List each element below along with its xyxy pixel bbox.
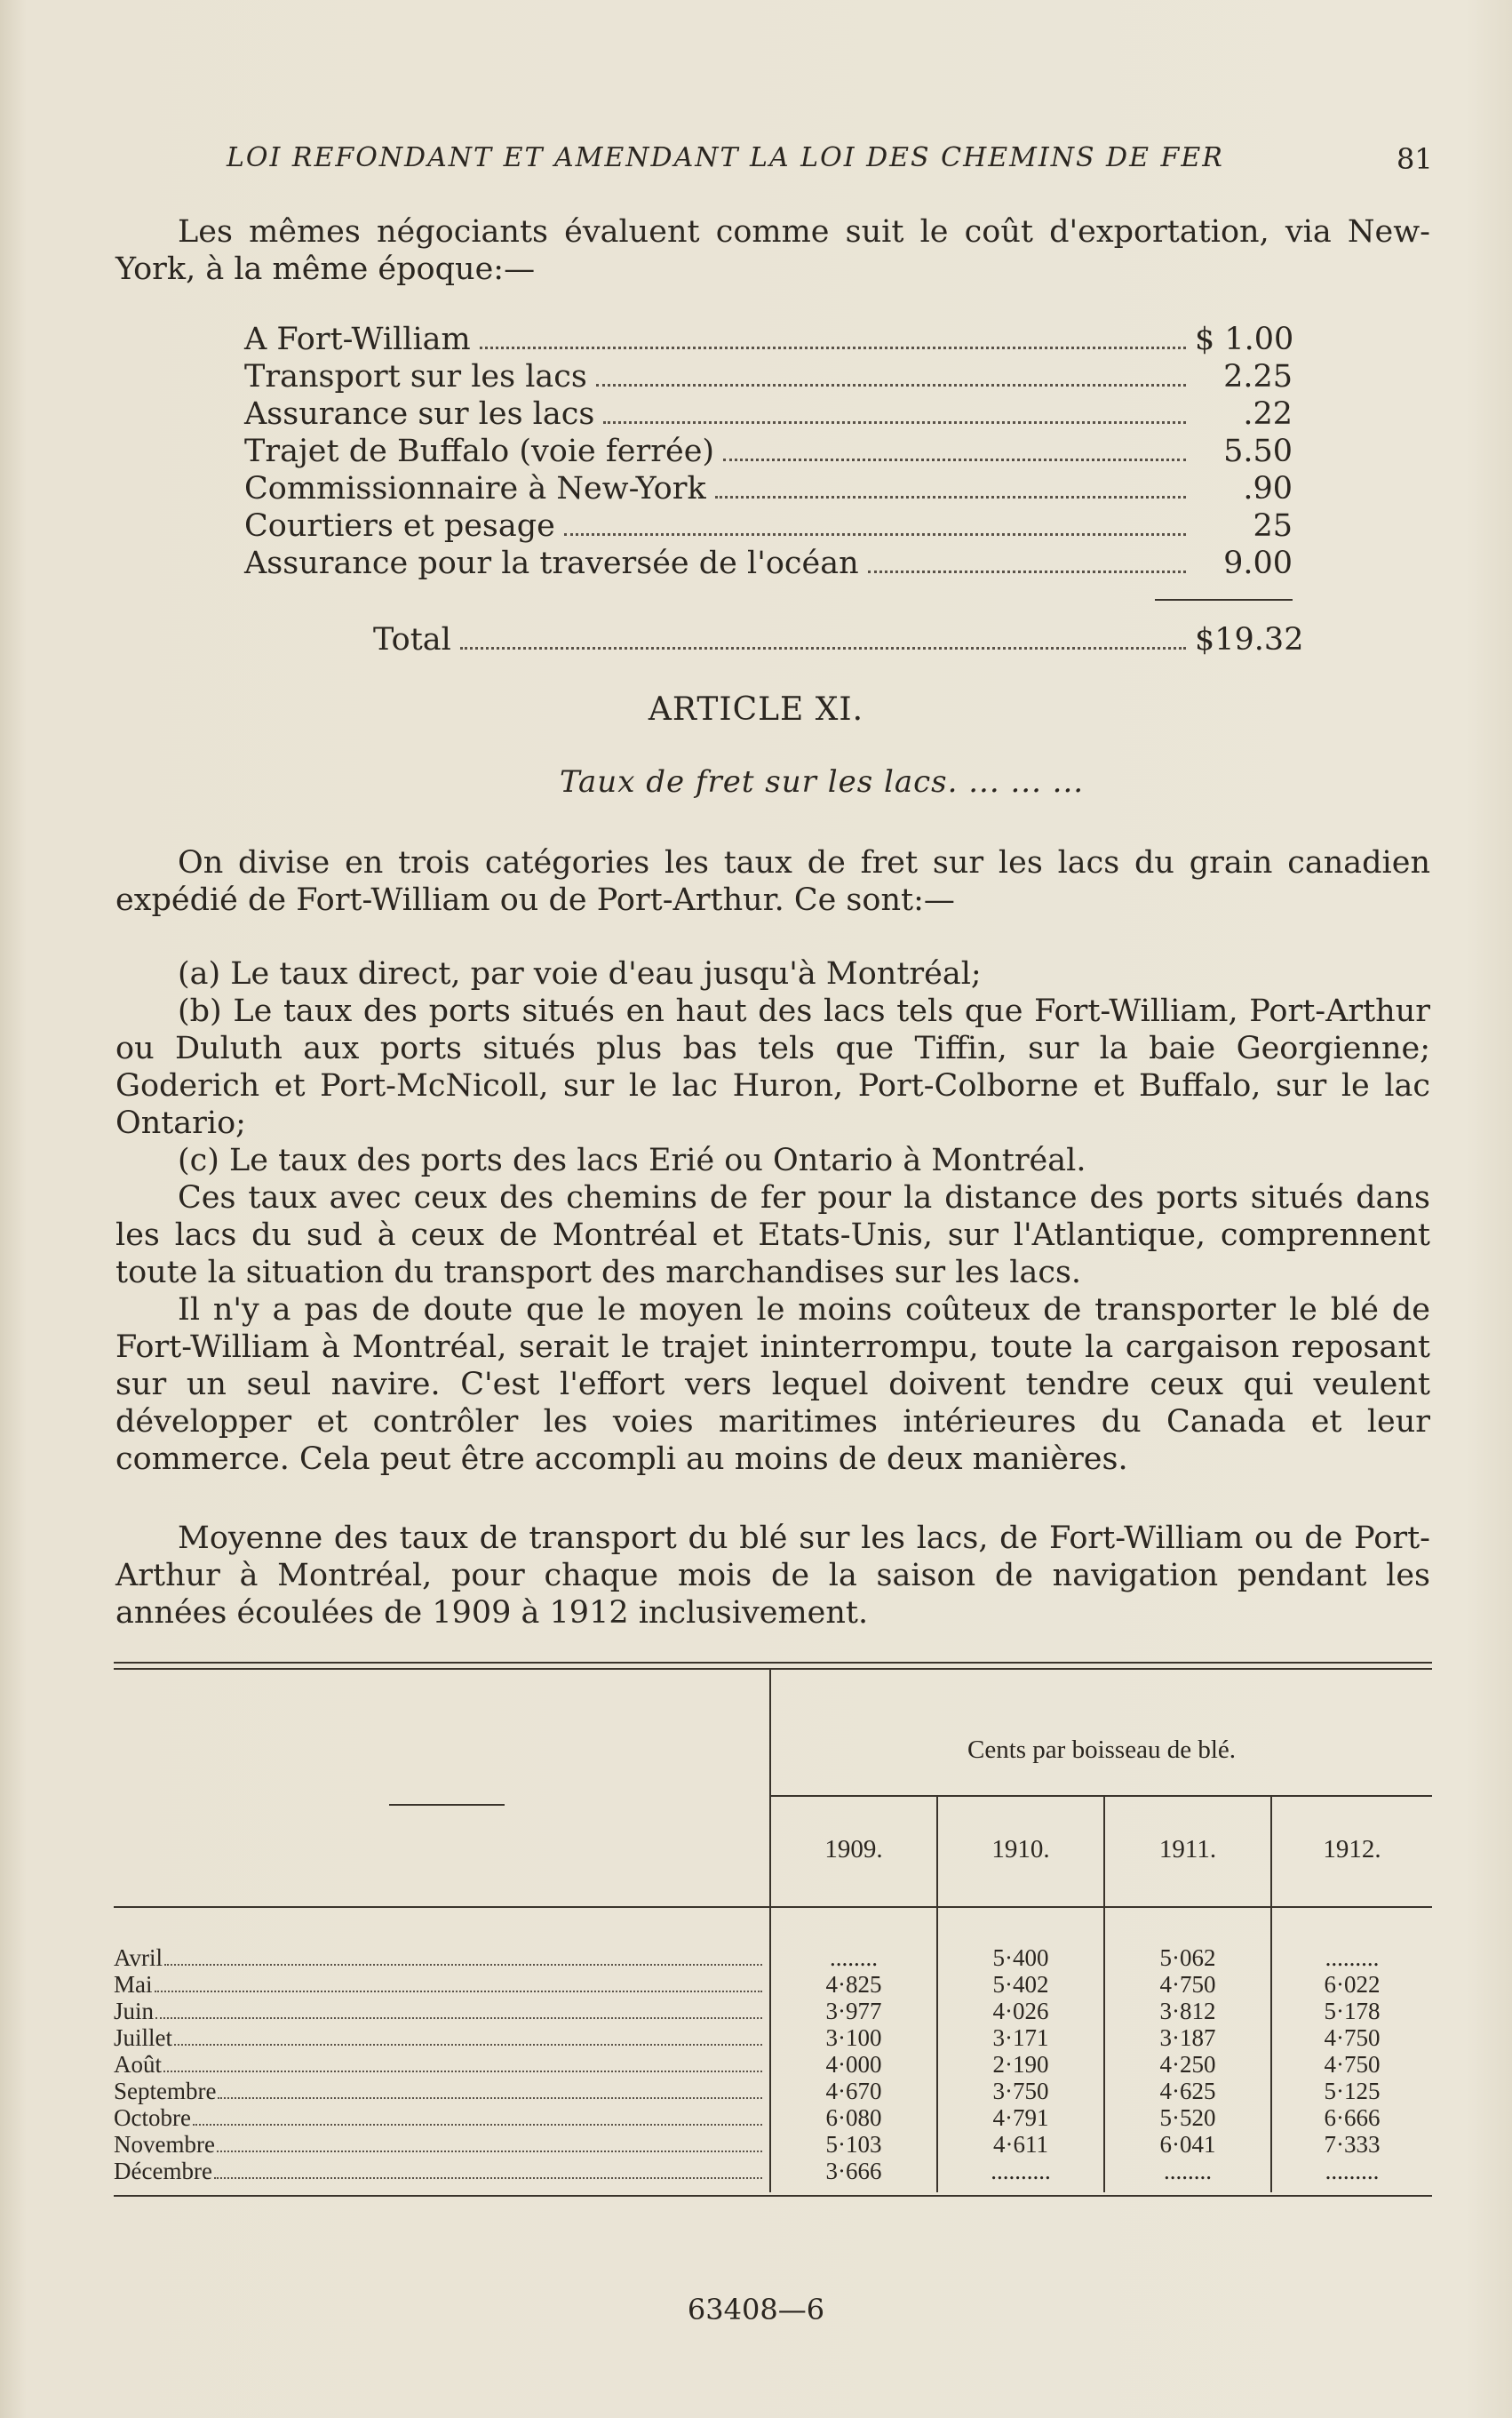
rate-cell: 6·080: [825, 2104, 882, 2131]
rate-cell: 5·178: [1324, 1998, 1381, 2024]
rate-cell: 3·812: [1159, 1998, 1216, 2024]
rate-cell: 4·625: [1159, 2078, 1216, 2104]
rate-cell: 3·666: [825, 2158, 882, 2184]
rates-table: [114, 1662, 1432, 2222]
rate-cell: 3·100: [825, 2024, 882, 2051]
leader-dots: [163, 2071, 762, 2072]
paragraph-moyenne: Moyenne des taux de transport du blé sur les lacs, de Fort-William ou de Port-Arthur à Montréal, pour chaque mois de la saison de navigation pendant les années écoulées de 1909 à 1912 inclusivement.: [115, 1520, 1430, 1631]
rate-cell: 5·520: [1159, 2104, 1216, 2131]
month-cell: [114, 2158, 771, 2184]
rate-cell: 6·022: [1324, 1971, 1381, 1998]
group-header-rule: [771, 1795, 1432, 1797]
rate-cell: 3·977: [825, 1998, 882, 2024]
month-cell: [114, 2051, 771, 2078]
table-row: [114, 2051, 1432, 2078]
month-cell: [114, 1944, 771, 1971]
table-row: [114, 2024, 1432, 2051]
group-header: Cents par boisseau de blé.: [967, 1736, 1236, 1764]
rate-cell: 2·190: [992, 2051, 1049, 2078]
cost-value: 2.25: [1223, 359, 1293, 395]
cost-label: A Fort-William: [244, 322, 471, 357]
rate-cell: 4·750: [1159, 1971, 1216, 1998]
table-row: [114, 1998, 1432, 2024]
paragraph-categories: On divise en trois catégories les taux de fret sur les lacs du grain canadien expédié de Fort-William ou de Port-Arthur. Ce sont:—: [115, 845, 1430, 918]
rate-cell: 3·171: [992, 2024, 1049, 2051]
month-label: Août: [114, 2051, 162, 2078]
table-bottom-rule: [114, 2195, 1432, 2197]
cost-label: Assurance sur les lacs: [244, 396, 595, 432]
rate-cell: 4·026: [992, 1998, 1049, 2024]
paragraph-il-ny-a: Il n'y a pas de doute que le moyen le moins coûteux de transporter le blé de Fort-William à Montréal, serait le trajet ininterrompu, toute la cargaison reposant sur un seul navire. C'est l'effort vers lequel doivent tendre ceux qui veulent développer et contrôler les voies maritimes intérieures du Canada et leur commerce. Cela peut être accompli au moins de deux manières.: [115, 1292, 1430, 1477]
rate-cell: 4·000: [825, 2051, 882, 2078]
cost-label: Commissionnaire à New-York: [244, 471, 706, 507]
leader-dots: [155, 1991, 763, 1992]
month-label: Mai: [114, 1971, 153, 1998]
month-cell: [114, 2078, 771, 2104]
total-rule: [1155, 599, 1293, 601]
rate-cell: 5·062: [1159, 1944, 1216, 1971]
cost-row: [244, 396, 1293, 434]
rate-cell: ........: [830, 1944, 878, 1971]
cost-label: Courtiers et pesage: [244, 508, 555, 544]
rate-cell: 4·825: [825, 1971, 882, 1998]
paragraph-ces-taux: Ces taux avec ceux des chemins de fer pour la distance des ports situés dans les lacs du sud à ceux de Montréal et Etats-Unis, sur l'Atlantique, comprennent toute la situation du transport des marchandises sur les lacs.: [115, 1180, 1430, 1290]
table-row: [114, 2158, 1432, 2184]
leader-dots: [564, 533, 1186, 536]
cost-value: $ 1.00: [1195, 322, 1294, 357]
month-cell: [114, 2024, 771, 2051]
leader-dots: [155, 2017, 762, 2019]
total-value: $19.32: [1195, 622, 1304, 658]
cost-value: 5.50: [1223, 434, 1293, 469]
month-label: Avril: [114, 1944, 163, 1971]
year-header: 1912.: [1323, 1835, 1381, 1863]
year-header: 1911.: [1158, 1835, 1217, 1863]
month-label: Octobre: [114, 2104, 191, 2131]
item-b: (b) Le taux des ports situés en haut des lacs tels que Fort-William, Port-Arthur ou Duluth aux ports situés plus bas tels que Tiffin, sur la baie Georgienne; Goderich et Port-McNicoll, sur le lac Huron, Port-Colborne et Buffalo, sur le lac Ontario;: [115, 994, 1430, 1141]
body-text: [115, 955, 1430, 1478]
cost-label: Trajet de Buffalo (voie ferrée): [244, 434, 715, 469]
leader-dots: [217, 2151, 762, 2152]
cost-row: [244, 546, 1293, 583]
table-top-rule: [114, 1668, 1432, 1670]
rate-cell: ........: [1164, 2158, 1212, 2184]
table-row: [114, 1971, 1432, 1998]
article-subtitle: Taux de fret sur les lacs. ... ... ...: [560, 764, 1085, 800]
rate-cell: 7·333: [1324, 2131, 1381, 2158]
total-label: Total: [373, 622, 451, 658]
cost-row: [244, 322, 1293, 359]
rate-cell: 6·666: [1324, 2104, 1381, 2131]
cost-row: [244, 359, 1293, 396]
rate-cell: 4·750: [1324, 2051, 1381, 2078]
rate-cell: 3·187: [1159, 2024, 1216, 2051]
header-bottom-rule: [114, 1906, 1432, 1908]
rate-cell: 6·041: [1159, 2131, 1216, 2158]
leader-dots: [174, 2044, 762, 2046]
month-label: Juillet: [114, 2024, 172, 2051]
rate-cell: ..........: [991, 2158, 1051, 2184]
cost-list: [244, 322, 1293, 583]
table-top-rule: [114, 1662, 1432, 1664]
month-cell: [114, 2104, 771, 2131]
cost-value: 25: [1253, 508, 1293, 544]
cost-value: .90: [1243, 471, 1293, 507]
rate-cell: 4·670: [825, 2078, 882, 2104]
leader-dots: [214, 2177, 762, 2179]
rate-cell: 4·611: [993, 2131, 1048, 2158]
month-label: Novembre: [114, 2131, 215, 2158]
total-row: [373, 622, 1304, 658]
page-number: 81: [1397, 142, 1433, 176]
month-cell: [114, 1998, 771, 2024]
year-header: 1909.: [824, 1835, 883, 1863]
leader-dots: [460, 647, 1186, 650]
cost-row: [244, 471, 1293, 508]
table-row: [114, 2131, 1432, 2158]
item-a: (a) Le taux direct, par voie d'eau jusqu'à Montréal;: [178, 956, 982, 992]
rate-cell: 5·400: [992, 1944, 1049, 1971]
cost-label: Transport sur les lacs: [244, 359, 587, 395]
intro-paragraph: Les mêmes négociants évaluent comme suit le coût d'exportation, via New-York, à la même époque:—: [115, 214, 1430, 287]
rate-cell: 4·791: [992, 2104, 1049, 2131]
rate-cell: 5·103: [825, 2131, 882, 2158]
rate-cell: 4·750: [1324, 2024, 1381, 2051]
stub-header-dash: [389, 1804, 505, 1806]
leader-dots: [723, 459, 1186, 461]
leader-dots: [603, 421, 1186, 424]
year-header: 1910.: [991, 1835, 1050, 1863]
cost-value: .22: [1243, 396, 1293, 432]
rate-cell: .........: [1325, 2158, 1380, 2184]
month-cell: [114, 2131, 771, 2158]
table-row: [114, 1944, 1432, 1971]
table-row: [114, 2104, 1432, 2131]
cost-label: Assurance pour la traversée de l'océan: [244, 546, 859, 581]
leader-dots: [868, 571, 1186, 573]
signature-footer: 63408—6: [687, 2293, 825, 2326]
leader-dots: [596, 384, 1186, 387]
running-title: LOI REFONDANT ET AMENDANT LA LOI DES CHEMINS DE FER: [227, 142, 1224, 173]
rate-cell: 3·750: [992, 2078, 1049, 2104]
leader-dots: [480, 347, 1186, 349]
article-title: ARTICLE XI.: [648, 691, 864, 728]
rate-cell: 5·125: [1324, 2078, 1381, 2104]
month-cell: [114, 1971, 771, 1998]
month-label: Décembre: [114, 2158, 212, 2184]
leader-dots: [164, 1964, 762, 1966]
cost-value: 9.00: [1223, 546, 1293, 581]
cost-row: [244, 434, 1293, 471]
leader-dots: [715, 496, 1186, 499]
leader-dots: [218, 2097, 762, 2099]
rate-cell: .........: [1325, 1944, 1380, 1971]
cost-row: [244, 508, 1293, 546]
rate-cell: 5·402: [992, 1971, 1049, 1998]
leader-dots: [193, 2124, 762, 2126]
table-row: [114, 2078, 1432, 2104]
month-label: Septembre: [114, 2078, 217, 2104]
item-c: (c) Le taux des ports des lacs Erié ou Ontario à Montréal.: [178, 1143, 1086, 1178]
rate-cell: 4·250: [1159, 2051, 1216, 2078]
month-label: Juin: [114, 1998, 155, 2024]
